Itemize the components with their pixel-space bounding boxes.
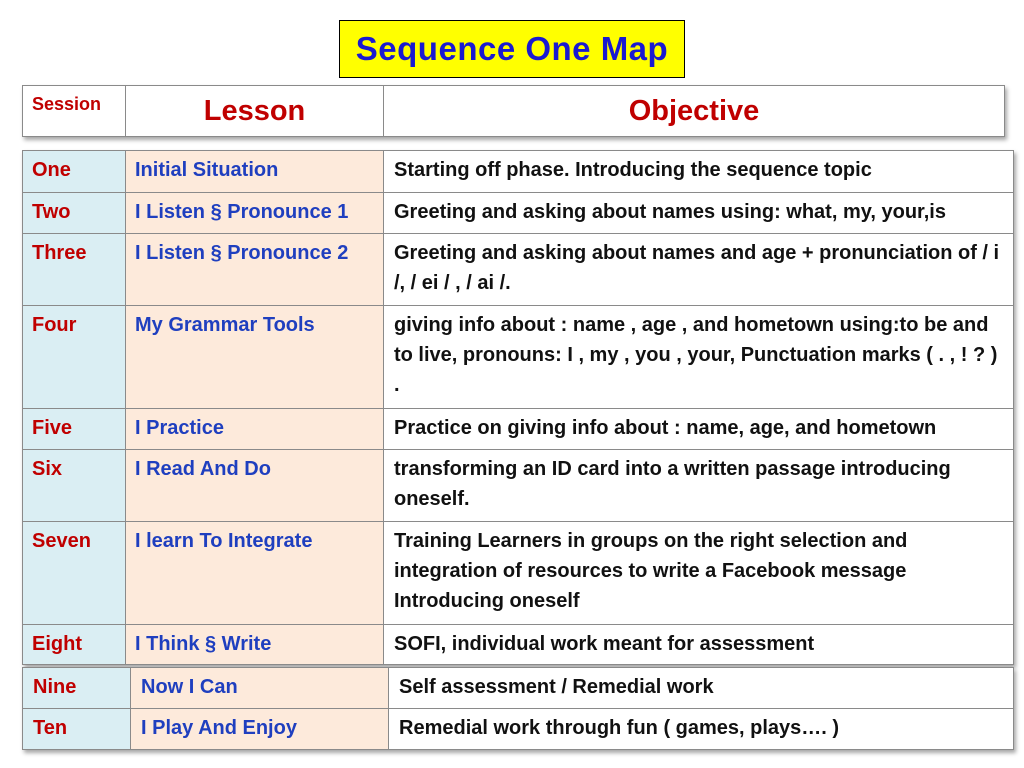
lesson-cell: I Read And Do [126, 450, 384, 522]
lesson-cell: Initial Situation [126, 151, 384, 193]
objective-cell: giving info about : name , age , and hometown using:to be and to live, pronouns: I , my , you , your, Punctuation marks ( . , ! ? ) . [384, 306, 1014, 409]
objective-cell: Remedial work through fun ( games, plays…. ) [389, 709, 1014, 750]
session-cell: Ten [23, 709, 131, 750]
header-objective: Objective [628, 94, 760, 127]
session-cell: Five [23, 409, 126, 450]
objective-cell: Greeting and asking about names and age + pronunciation of / i /, / ei / , / ai /. [384, 234, 1014, 306]
session-cell: Three [23, 234, 126, 306]
session-cell: Eight [23, 625, 126, 665]
table-row [23, 450, 1014, 522]
sequence-table [22, 150, 1014, 665]
table-row [23, 409, 1014, 450]
table-row [23, 151, 1014, 193]
table-row [23, 668, 1014, 709]
table-header [22, 85, 1005, 137]
lesson-cell: I learn To Integrate [126, 522, 384, 625]
objective-cell: SOFI, individual work meant for assessment [384, 625, 1014, 665]
session-cell: Two [23, 193, 126, 234]
header-lesson: Lesson [126, 86, 384, 136]
lesson-cell: I Listen § Pronounce 2 [126, 234, 384, 306]
lesson-cell: Now I Can [131, 668, 389, 709]
session-cell: Six [23, 450, 126, 522]
session-cell: Nine [23, 668, 131, 709]
session-cell: Four [23, 306, 126, 409]
lesson-cell: I Listen § Pronounce 1 [126, 193, 384, 234]
objective-cell: transforming an ID card into a written passage introducing oneself. [384, 450, 1014, 522]
objective-cell: Training Learners in groups on the right selection and integration of resources to write a Facebook message Introducing oneself [384, 522, 1014, 625]
lesson-cell: I Think § Write [126, 625, 384, 665]
table-row [23, 522, 1014, 625]
title-box [339, 20, 685, 78]
table-row [23, 709, 1014, 750]
objective-cell: Self assessment / Remedial work [389, 668, 1014, 709]
session-cell: Seven [23, 522, 126, 625]
lesson-cell: I Play And Enjoy [131, 709, 389, 750]
table-row [23, 234, 1014, 306]
session-cell: One [23, 151, 126, 193]
remedial-table [22, 667, 1014, 750]
lesson-cell: I Practice [126, 409, 384, 450]
header-session: Session [23, 86, 126, 136]
objective-cell: Practice on giving info about : name, age, and hometown [384, 409, 1014, 450]
objective-cell: Greeting and asking about names using: what, my, your,is [384, 193, 1014, 234]
table-row [23, 193, 1014, 234]
lesson-cell: My Grammar Tools [126, 306, 384, 409]
page-title: Sequence One Map [355, 30, 669, 67]
table-row [23, 306, 1014, 409]
table-row [23, 625, 1014, 665]
objective-cell: Starting off phase. Introducing the sequence topic [384, 151, 1014, 193]
